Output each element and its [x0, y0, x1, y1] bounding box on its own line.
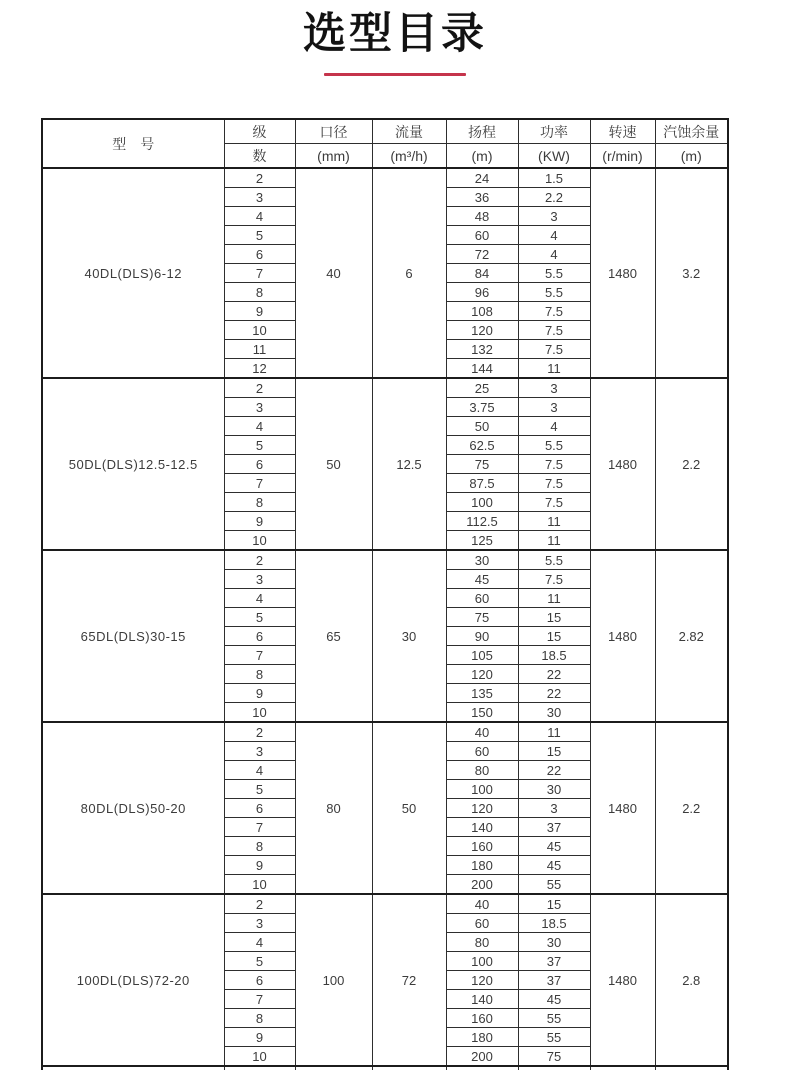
col-header-speed: 转速: [590, 119, 655, 144]
model-cell: 65DL(DLS)30-15: [42, 550, 224, 722]
head-cell: 125: [446, 531, 518, 551]
stage-cell: 8: [224, 1009, 295, 1028]
head-cell: 120: [446, 799, 518, 818]
power-cell: 37: [518, 971, 590, 990]
stage-cell: 7: [224, 818, 295, 837]
power-cell: 7.5: [518, 570, 590, 589]
stage-cell: 4: [224, 207, 295, 226]
stage-cell: 6: [224, 627, 295, 646]
stage-cell: 3: [224, 398, 295, 417]
power-cell: 11: [518, 722, 590, 742]
power-cell: 2.2: [518, 188, 590, 207]
head-cell: 87.5: [446, 474, 518, 493]
speed-cell: 1480: [590, 378, 655, 550]
head-cell: 120: [446, 971, 518, 990]
npsh-cell: 2.2: [655, 378, 728, 550]
stage-cell: 4: [224, 761, 295, 780]
head-cell: 48: [446, 207, 518, 226]
power-cell: 3: [518, 378, 590, 398]
table-row: [42, 378, 728, 398]
power-cell: 30: [518, 780, 590, 799]
power-cell: 55: [518, 875, 590, 895]
stage-cell: 4: [224, 417, 295, 436]
model-cell: 100DL(DLS)72-20: [42, 894, 224, 1066]
col-header-npsh: 汽蚀余量: [655, 119, 728, 144]
table-header: [42, 119, 728, 168]
stage-cell: 2: [224, 550, 295, 570]
head-cell: 25: [446, 378, 518, 398]
pump-section-1: [42, 378, 728, 550]
stage-cell: 10: [224, 1047, 295, 1067]
head-cell: 30: [446, 550, 518, 570]
power-cell: 18.5: [518, 914, 590, 933]
power-cell: 11: [518, 512, 590, 531]
head-cell: 72: [446, 245, 518, 264]
table-row: [42, 722, 728, 742]
power-cell: 55: [518, 1028, 590, 1047]
power-cell: 3: [518, 207, 590, 226]
power-cell: 7.5: [518, 493, 590, 512]
col-unit-speed: (r/min): [590, 144, 655, 169]
power-cell: 22: [518, 684, 590, 703]
power-cell: 75: [518, 1047, 590, 1067]
col-header-head: 扬程: [446, 119, 518, 144]
head-cell: 50: [446, 417, 518, 436]
model-cell: 50DL(DLS)12.5-12.5: [42, 378, 224, 550]
power-cell: 3: [518, 799, 590, 818]
head-cell: 80: [446, 761, 518, 780]
power-cell: 37: [518, 818, 590, 837]
power-cell: 15: [518, 894, 590, 914]
head-cell: 200: [446, 1047, 518, 1067]
speed-cell: 1480: [590, 722, 655, 894]
speed-cell: 1480: [590, 894, 655, 1066]
head-cell: 200: [446, 875, 518, 895]
head-cell: 3.75: [446, 398, 518, 417]
stage-cell: 11: [224, 340, 295, 359]
stage-cell: 7: [224, 646, 295, 665]
npsh-cell: 3.2: [655, 168, 728, 378]
npsh-cell: 2.82: [655, 550, 728, 722]
model-cell: 80DL(DLS)50-20: [42, 722, 224, 894]
stage-cell: 12: [224, 359, 295, 379]
head-cell: 160: [446, 837, 518, 856]
col-unit-npsh: (m): [655, 144, 728, 169]
diameter-cell: 80: [295, 722, 372, 894]
model-cell: 40DL(DLS)6-12: [42, 168, 224, 378]
stage-cell: 7: [224, 264, 295, 283]
head-cell: 180: [446, 856, 518, 875]
power-cell: 7.5: [518, 474, 590, 493]
stage-cell: 4: [224, 589, 295, 608]
head-cell: 62.5: [446, 436, 518, 455]
power-cell: 7.5: [518, 321, 590, 340]
stage-cell: 10: [224, 703, 295, 723]
stage-cell: 3: [224, 914, 295, 933]
empty-cell: [655, 1066, 728, 1070]
head-cell: 140: [446, 818, 518, 837]
head-cell: 160: [446, 1009, 518, 1028]
power-cell: 55: [518, 1009, 590, 1028]
speed-cell: 1480: [590, 168, 655, 378]
flow-cell: 50: [372, 722, 446, 894]
flow-cell: 30: [372, 550, 446, 722]
pump-section-2: [42, 550, 728, 722]
stage-cell: 6: [224, 455, 295, 474]
speed-cell: 1480: [590, 550, 655, 722]
head-cell: 75: [446, 455, 518, 474]
empty-cell: [518, 1066, 590, 1070]
power-cell: 5.5: [518, 436, 590, 455]
head-cell: 45: [446, 570, 518, 589]
partial-next-section: [42, 1066, 728, 1070]
power-cell: 7.5: [518, 455, 590, 474]
page-title: 选型目录: [303, 10, 487, 58]
pump-selection-table: [41, 118, 729, 1070]
stage-cell: 10: [224, 531, 295, 551]
power-cell: 15: [518, 608, 590, 627]
stage-cell: 6: [224, 245, 295, 264]
stage-cell: 8: [224, 493, 295, 512]
stage-cell: 9: [224, 302, 295, 321]
stage-cell: 5: [224, 952, 295, 971]
table-row: [42, 168, 728, 188]
power-cell: 30: [518, 703, 590, 723]
col-unit-power: (KW): [518, 144, 590, 169]
diameter-cell: 100: [295, 894, 372, 1066]
power-cell: 5.5: [518, 550, 590, 570]
empty-cell: [446, 1066, 518, 1070]
title-block: [0, 0, 790, 76]
head-cell: 135: [446, 684, 518, 703]
head-cell: 96: [446, 283, 518, 302]
pump-section-3: [42, 722, 728, 894]
stage-cell: 6: [224, 799, 295, 818]
power-cell: 4: [518, 226, 590, 245]
empty-cell: [372, 1066, 446, 1070]
head-cell: 40: [446, 894, 518, 914]
head-cell: 60: [446, 914, 518, 933]
power-cell: 3: [518, 398, 590, 417]
head-cell: 120: [446, 321, 518, 340]
head-cell: 90: [446, 627, 518, 646]
table-row: [42, 550, 728, 570]
stage-cell: 8: [224, 837, 295, 856]
stage-cell: 5: [224, 780, 295, 799]
table-row: [42, 894, 728, 914]
stage-cell: 7: [224, 474, 295, 493]
diameter-cell: 65: [295, 550, 372, 722]
power-cell: 4: [518, 245, 590, 264]
col-header-power: 功率: [518, 119, 590, 144]
head-cell: 100: [446, 493, 518, 512]
power-cell: 45: [518, 990, 590, 1009]
power-cell: 30: [518, 933, 590, 952]
stage-cell: 4: [224, 933, 295, 952]
col-header-model: 型 号: [42, 119, 224, 168]
empty-cell: [295, 1066, 372, 1070]
stage-cell: 10: [224, 875, 295, 895]
head-cell: 60: [446, 742, 518, 761]
stage-cell: 3: [224, 188, 295, 207]
head-cell: 24: [446, 168, 518, 188]
head-cell: 75: [446, 608, 518, 627]
power-cell: 15: [518, 742, 590, 761]
stage-cell: 5: [224, 226, 295, 245]
power-cell: 4: [518, 417, 590, 436]
head-cell: 140: [446, 990, 518, 1009]
stage-cell: 9: [224, 856, 295, 875]
power-cell: 18.5: [518, 646, 590, 665]
head-cell: 180: [446, 1028, 518, 1047]
head-cell: 120: [446, 665, 518, 684]
head-cell: 150: [446, 703, 518, 723]
col-header-stages: 级: [224, 119, 295, 144]
stage-cell: 3: [224, 742, 295, 761]
col-header-stages-line2: 数: [224, 144, 295, 169]
title-underline: [324, 73, 466, 76]
npsh-cell: 2.8: [655, 894, 728, 1066]
power-cell: 45: [518, 837, 590, 856]
power-cell: 7.5: [518, 302, 590, 321]
col-header-diameter: 口径: [295, 119, 372, 144]
table-row: [42, 1066, 728, 1070]
pump-section-4: [42, 894, 728, 1066]
flow-cell: 12.5: [372, 378, 446, 550]
col-unit-head: (m): [446, 144, 518, 169]
stage-cell: 2: [224, 722, 295, 742]
diameter-cell: 40: [295, 168, 372, 378]
power-cell: 22: [518, 761, 590, 780]
diameter-cell: 50: [295, 378, 372, 550]
power-cell: 11: [518, 531, 590, 551]
empty-cell: [224, 1066, 295, 1070]
flow-cell: 6: [372, 168, 446, 378]
stage-cell: 5: [224, 608, 295, 627]
power-cell: 45: [518, 856, 590, 875]
head-cell: 100: [446, 780, 518, 799]
flow-cell: 72: [372, 894, 446, 1066]
power-cell: 11: [518, 359, 590, 379]
stage-cell: 9: [224, 684, 295, 703]
head-cell: 80: [446, 933, 518, 952]
power-cell: 11: [518, 589, 590, 608]
pump-section-0: [42, 168, 728, 378]
stage-cell: 6: [224, 971, 295, 990]
col-header-flow: 流量: [372, 119, 446, 144]
power-cell: 22: [518, 665, 590, 684]
head-cell: 84: [446, 264, 518, 283]
col-unit-flow: (m³/h): [372, 144, 446, 169]
stage-cell: 7: [224, 990, 295, 1009]
col-unit-diameter: (mm): [295, 144, 372, 169]
empty-cell: [42, 1066, 224, 1070]
power-cell: 37: [518, 952, 590, 971]
stage-cell: 8: [224, 665, 295, 684]
stage-cell: 9: [224, 512, 295, 531]
header-row-1: [42, 119, 728, 144]
stage-cell: 9: [224, 1028, 295, 1047]
head-cell: 40: [446, 722, 518, 742]
empty-cell: [590, 1066, 655, 1070]
head-cell: 36: [446, 188, 518, 207]
stage-cell: 8: [224, 283, 295, 302]
power-cell: 5.5: [518, 283, 590, 302]
head-cell: 112.5: [446, 512, 518, 531]
npsh-cell: 2.2: [655, 722, 728, 894]
stage-cell: 2: [224, 168, 295, 188]
power-cell: 5.5: [518, 264, 590, 283]
power-cell: 1.5: [518, 168, 590, 188]
power-cell: 7.5: [518, 340, 590, 359]
head-cell: 60: [446, 226, 518, 245]
head-cell: 105: [446, 646, 518, 665]
head-cell: 60: [446, 589, 518, 608]
head-cell: 132: [446, 340, 518, 359]
head-cell: 108: [446, 302, 518, 321]
stage-cell: 3: [224, 570, 295, 589]
head-cell: 144: [446, 359, 518, 379]
stage-cell: 2: [224, 894, 295, 914]
stage-cell: 5: [224, 436, 295, 455]
stage-cell: 2: [224, 378, 295, 398]
head-cell: 100: [446, 952, 518, 971]
stage-cell: 10: [224, 321, 295, 340]
power-cell: 15: [518, 627, 590, 646]
